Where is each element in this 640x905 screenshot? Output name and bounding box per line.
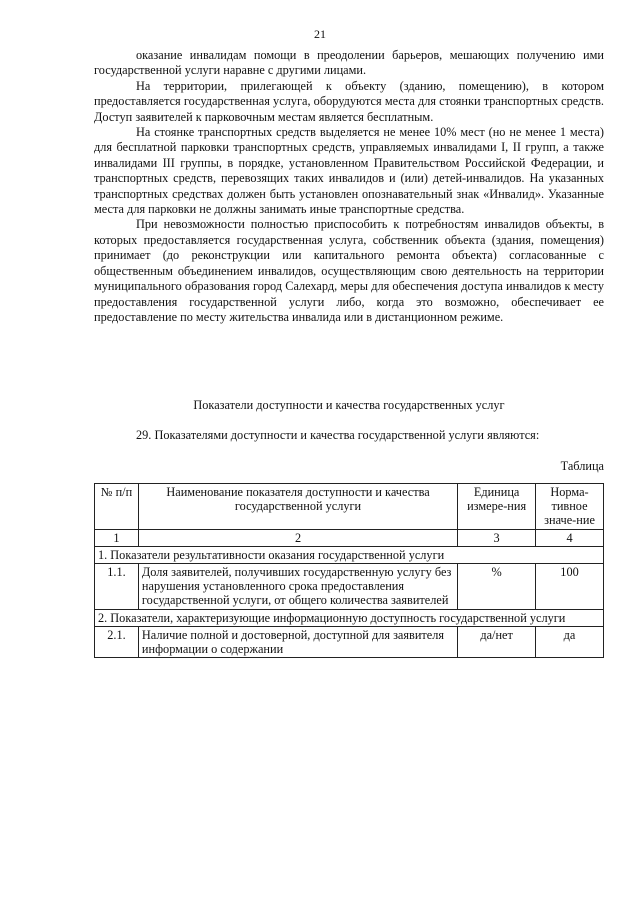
paragraph-parking-territory: На территории, прилегающей к объекту (зданию, помещению), в котором предоставляется государственная услуга, оборудуются места для стоянки транспортных средств. Доступ заявителей к парковочным местам является бесплатным.	[94, 78, 604, 124]
row-num: 1.1.	[95, 564, 139, 610]
header-name: Наименование показателя доступности и качества государственной услуги	[138, 484, 457, 530]
item-29-text: 29. Показателями доступности и качества государственной услуги являются:	[136, 428, 540, 442]
col-number: 4	[536, 529, 604, 546]
section-row	[95, 546, 604, 563]
col-number: 2	[138, 529, 457, 546]
indicators-table	[94, 483, 604, 658]
page-number: 21	[314, 27, 326, 41]
section-2-title: 2. Показатели, характеризующие информационную доступность государственной услуги	[95, 609, 604, 626]
body-text	[94, 48, 604, 325]
col-number: 3	[458, 529, 536, 546]
header-norm: Норма-тивное значе-ние	[536, 484, 604, 530]
section-1-title: 1. Показатели результативности оказания государственной услуги	[95, 546, 604, 563]
paragraph-barriers: оказание инвалидам помощи в преодолении барьеров, мешающих получению ими государственной услуги наравне с другими лицами.	[94, 48, 604, 78]
table-header-row	[95, 484, 604, 530]
row-unit: %	[458, 564, 536, 610]
row-norm: да	[536, 626, 604, 657]
column-number-row	[95, 529, 604, 546]
row-num: 2.1.	[95, 626, 139, 657]
table-row	[95, 564, 604, 610]
header-num: № п/п	[95, 484, 139, 530]
table-row	[95, 626, 604, 657]
row-norm: 100	[536, 564, 604, 610]
paragraph-accessibility-measures: При невозможности полностью приспособить к потребностям инвалидов объекты, в которых предоставляется государственная услуга, собственник объекта (здания, помещения) принимает (до реконструкции или капитального ремонта объекта) согласованные с общественным объединением инвалидов, осуществляющим свою деятельность на территории муниципального образования город Салехард, меры для обеспечения доступа инвалидов к месту предоставления государственной услуги либо, когда это возможно, обеспечивает ее предоставление по месту жительства инвалида или в дистанционном режиме.	[94, 217, 604, 324]
row-unit: да/нет	[458, 626, 536, 657]
section-row	[95, 609, 604, 626]
col-number: 1	[95, 529, 139, 546]
row-name: Доля заявителей, получивших государственную услугу без нарушения установленного срока предоставления государственной услуги, от общего количества заявителей	[138, 564, 457, 610]
table-label: Таблица	[560, 459, 604, 473]
row-name: Наличие полной и достоверной, доступной для заявителя информации о содержании	[138, 626, 457, 657]
section-heading: Показатели доступности и качества государственных услуг	[193, 398, 505, 412]
header-unit: Единица измере-ния	[458, 484, 536, 530]
paragraph-parking-quota: На стоянке транспортных средств выделяется не менее 10% мест (но не менее 1 места) для бесплатной парковки транспортных средств, управляемых инвалидами I, II групп, а также инвалидами III группы, в порядке, установленном Правительством Российской Федерации, и транспортных средств, перевозящих таких инвалидов и (или) детей-инвалидов. На указанных транспортных средствах должен быть установлен опознавательный знак «Инвалид». Указанные места для парковки не должны занимать иные транспортные средства.	[94, 125, 604, 217]
